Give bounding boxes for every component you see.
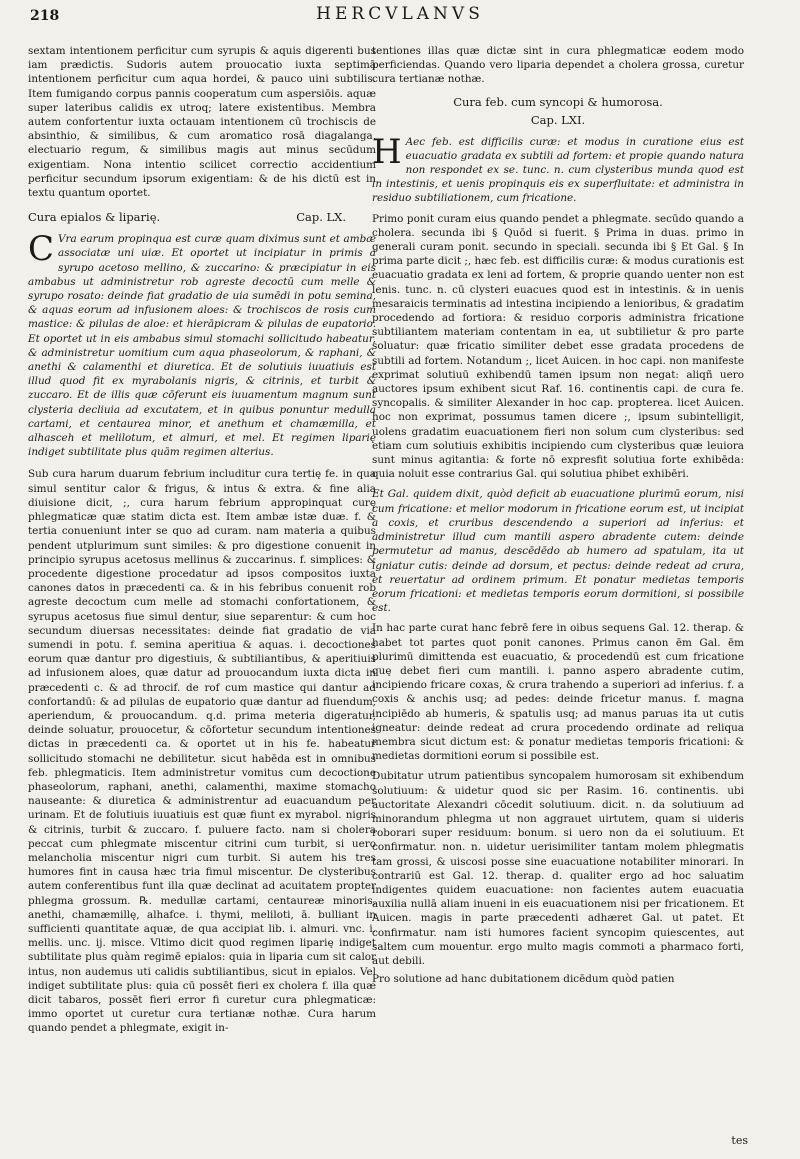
running-title: HERCVLANVS [316, 4, 484, 24]
catchword: tes [731, 1134, 748, 1147]
right-paragraph-6: Dubitatur utrum patientibus syncopalem humorosam sit exhibendum solutiuum: & uidetur quod sic per Rasim. 16. continentis. ubi auctoritate Alexandri cōcedit solutiuum. dicit. n. da solutiuum ad minorandum phlegma ut non aggrauet uirtutem, quam si uideris roborari super residuum: bonum. si uero non da ei solutiuum. Et confirmatur. non. n. uidetur uerisimiliter tantam molem phlegmatis tam grossi, & uiscosi posse sine euacuatione notabiliter minorari. In contrariū est Gal. 12. therap. d. qualiter ergo ad hoc saluatim indigentes quidem euacuatione: non facientes autem euacuatia auxilia nullā aliam inueni in eis euacuationem nisi per fricationem. Et Auicen. magis in parte præcedenti adhæret Gal. ut patet. Et confirmatur. nam isti humores facient syncopim quiescentes, aut saltem cum mouentur. ergo multo magis commoti a pharmaco forti, aut debili. [372, 770, 744, 967]
left-text-paragraph-italic [28, 229, 376, 459]
right-column [372, 44, 744, 990]
page-number: 218 [30, 8, 60, 24]
right-paragraph-7: Pro solutione ad hanc dubitationem dicēdum quòd patien [372, 973, 675, 986]
left-paragraph-3: Sub cura harum duarum febrium includitur cura tertię fe. in qua simul sentitur calor & frigus, & intus & extra. & fine alia diuisione dicit, ;, cura harum febrium appropinquat curę phlegmaticæ quæ statim dicta est. Item ambæ istæ duæ. f. & tertia conueniunt inter se quo ad curam. nam materia a quibus pendent utplurimum sunt similes: & pro digestione conuenit in principio syrupus acetosus mellinus & zuccarinus. f. simplices: & procedente digestione procedatur ad ipsos compositos iuxta canones datos in præcedenti ca. & in his febribus conuenit rob agreste decoctum cum melle ad stomachi confortationem, & syrupus acetosus fiue simul dentur, siue separentur: & cum hoc secundum diuersas necessitates: deinde fiat gradatio de via sumendi in potu. f. semina aperitiua & aquas. i. decoctiones eorum quæ dantur pro digestiuis, & subtiliantibus, & aperitiuis ad infusionem aloes, quæ datur ad prouocandum iuxta dicta in præcedenti c. & ad throcif. de rof cum mastice qui dantur ad confortandū: & ad pilulas de eupatorio quæ dantur ad fluendum, aperiendum, & prouocandum. q.d. prima meteria digeratur, deinde soluatur, prouocetur, & cōfortetur secundum intentiones dictas in præcedenti ca. & oportet ut in his fe. habeatur sollicitudo stomachi ne debilitetur. sicut habēda est in omnibus feb. phlegmaticis. Item administretur vomitus cum decoctione phaseolorum, raphani, anethi, calamenthi, maxime stomacho nauseante: & diuretica & administrentur ad euacuandum per urinam. Et de folutiuis iuuatiuis est quæ fiunt ex myrabol. nigris & citrinis, turbit & zuccaro. f. puluere facto. nam si cholera peccat cum phlegmate miscentur citrini cum turbit, si uero melancholia miscentur nigri cum turbit. Si autem his tres humores fint in causa hæc tria fimul miscentur. De clysteribus autem conferentibus funt illa quæ declinat ad acuitatem propter phlegma grossum. ℞. medullæ cartami, centaureæ minoris, anethi, chamæmillę, alhafce. i. thymi, meliloti, ā. bulliant in sufficienti quantitate aquæ, de qua accipiat lib. i. almuri. vnc. i. mellis. unc. ij. misce. Vltimo dicit quod regimen liparię indiget subtilitate plus quàm regimē epialos: quia in liparia cum sit calor intus, non audemus uti calidis subtiliantibus, sicut in epialos. Vel indiget subtilitate plus: quia cū possēt fieri ex cholera f. illa quæ dicit tabaros, possēt fieri error fi curetur cura phlegmaticæ: immo oportet ut curetur cura tertianæ nothæ. Cura harum quando pendet a phlegmate, exigit in- [28, 468, 376, 1035]
right-paragraph-5: In hac parte curat hanc febrē fere in oibus sequens Gal. 12. therap. & habet tot partes quot ponit canones. Primus canon ēm Gal. ēm plurimū dimittenda est euacuatio, & procedendū est cum fricatione quę debet fieri cum mantili. i. panno aspero abradente cutim, incipiendo fricare coxas, & crura trahendo a superiori ad inferius. f. a coxis & anchis usq; ad pedes: deinde fricetur manus. f. magna incipiēdo ab humeris, & spatulis usq; ad manus paruas ita ut cutis igneatur: deinde redeat ad crura procedendo ordinate ad reliqua membra sicut dictum est: & ponatur medietas temporis fricationi: & medietas dormitioni eorum si possibile est. [372, 622, 744, 763]
chapter-title: Cura epialos & liparię. [28, 210, 161, 225]
left-paragraph-2: Vra earum propinqua est curæ quam diximus sunt et ambæ associatæ uni uiæ. Et oportet ut incipiatur in primis a syrupo acetoso mellino, & zuccarino: & præcipiatur in eis ambabus ut administretur rob agreste decoctū cum melle & syrupo rosato: deinde fiat gradatio de uia sumēdi in potu semina, & aquas eorum ad infusionem aloes: & trochiscos de rosis cum mastice: & pilulas de aloe: et hierāpicram & pilulas de eupatorio. Et oportet ut in eis ambabus simul stomachi sollicitudo habeatur, & administretur uomitium cum aqua phaseolorum, & raphani, & anethi & calamenthi et diuretica. Et de solutiuis iuuatiuis est illud quod fit ex myrabolanis nigris, & citrinis, et turbit & zuccaro. Et de illis quæ cōferunt eis iuuamentum magnum sunt clysteria decliuia ad excutatem, et in quibus ponuntur medulla cartami, et centaurea minor, et anethum et chamæmilla, et alhasceh et melilotum, et almuri, et mel. Et regimen liparię indiget subtilitate plus quām regimen alterius. [28, 233, 376, 459]
right-text-paragraph-italic [372, 131, 744, 206]
right-paragraph-1: tentiones illas quæ dictæ sint in cura phlegmaticæ eodem modo perficiendas. Quando vero liparia dependet a cholera grossa, curetur cura tertianæ nothæ. [372, 45, 744, 86]
page-header [0, 4, 800, 28]
left-column [28, 44, 376, 1040]
drop-cap-letter-h: H [372, 131, 402, 172]
right-paragraph-4: Et Gal. quidem dixit, quòd deficit ab euacuatione plurimū eorum, nisi cum fricatione: et melior modorum in fricatione eorum est, ut incipiat a coxis, et cruribus descendendo a superiori ad inferius: et administretur illud cum mantili aspero abradente cutem: deinde permutetur ad manus, descēdēdo ab humero ad spatulam, ita ut igniatur cutis: deinde ad dorsum, et pectus: deinde redeat ad crura, et reuertatur ad ordinem primum. Et ponatur medietas temporis eorum fricationi: et medietas temporis eorum dormitioni, si possibile est. [372, 488, 744, 615]
chapter-heading-lx [28, 210, 376, 224]
chapter-number-lxi: Cap. LXI. [530, 112, 586, 127]
drop-cap-letter: C [28, 229, 55, 270]
chapter-title-lxi: Cura feb. cum syncopi & humorosa. [453, 94, 663, 109]
right-paragraph-2: Aec feb. est difficilis curæ: et modus in curatione eius est euacuatio gradata ex subtili ad fortem: et propie quando natura non respondet ex se. tunc. n. cum clysteribus munda quod est in intestinis, et uenis propinquis eis ex superfluitate: et administra in residuo subtiliationem, cum fricatione. [372, 135, 744, 205]
chapter-number: Cap. LX. [296, 210, 346, 225]
left-paragraph-1: sextam intentionem perficitur cum syrupis & aquis digerenti bus iam prædictis. Sudoris autem prouocatio iuxta septimā intentionem perficitur cum aqua hordei, & pauco uini subtilis. Item fumigando corpus pannis cooperatum cum aspersiōis. aquæ super lateribus calidis ex utroq; latere existentibus. Membra autem confortentur iuxta octauam intentionem cū trochiscis de absinthio, & similibus, & cum aromatico rosā diagalanga, electuario regum, & similibus magis aut minus secūdum exigentiam. Nona intentio scilicet correctio accidentium perficitur secundum ipsorum exigentiam: & de his dictū est in textu quantum oportet. [28, 45, 376, 200]
right-paragraph-3: Primo ponit curam eius quando pendet a phlegmate. secūdo quando a cholera. secunda ibi § Quōd si fuerit. § Prima in duas. primo in generali curam ponit. secundo in speciali. secunda ibi § Et Gal. § In prima parte dicit ;, hæc feb. est difficilis curæ: & modus curationis est euacuatio gradata ex leni ad fortem, & proprie quando uenter non est lenis. tunc. n. cū clysteri euacues quod est in intestinis. & in uenis mesaraicis terminatis ad intestina incipiendo a lenioribus, & gradatim procedendo ad fortiora: & residuo corporis administra fricatione subtiliantem materiam contentam in ea, ut subtilietur & pro parte soluatur: quæ fricatio similiter debet esse gradata procedens de subtili ad fortem. Notandum ;, licet Auicen. in hoc capi. non manifeste exprimat solutiuū exhibendū tamen ipsum non negat: aliqñ uero auctores ipsum exhibent sicut Raf. 16. continentis capi. de cura fe. syncopalis. & similiter Alexander in hoc cap. propterea. licet Auicen. hoc non exprimat, possumus tamen dicere ;, ipsum subintelligit, uolens gradatim euacuationem fieri non solum cum clysteribus: sed etiam cum solutiuis exhibitis incipiendo cum clysteribus quæ leuiora sunt minus agitantia: & forte nō expresfit solutiua forte exhibēda: quia noluit esse contrarius Gal. qui solutiua phibet exhibēri. [372, 212, 744, 481]
